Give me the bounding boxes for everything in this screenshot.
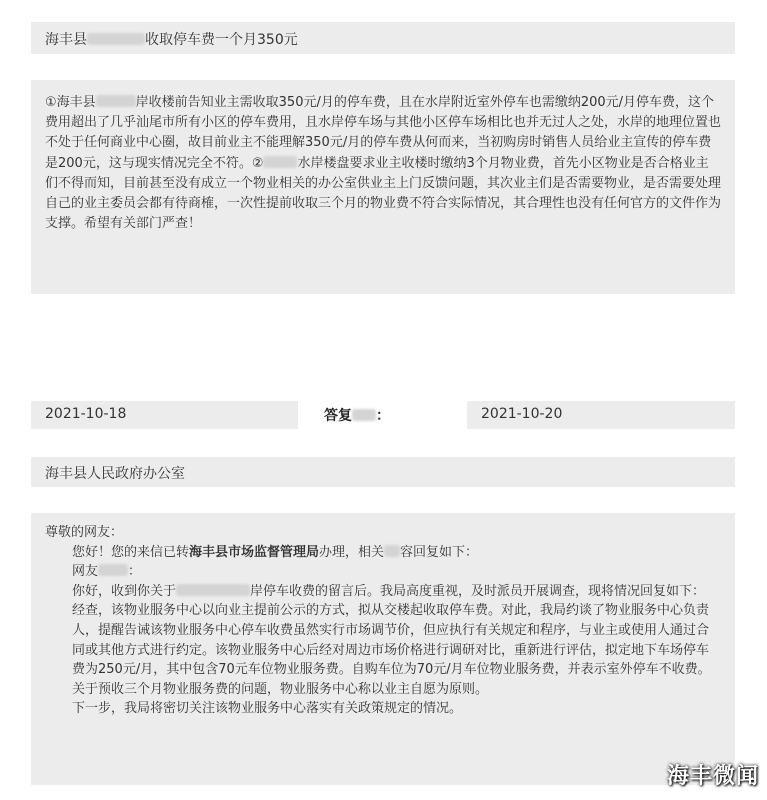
reply-greeting: 尊敬的网友： [45,525,124,540]
content-part-3: 水岸楼盘要求业主收楼时缴纳3个月物业费，首先小区物业是否合格业主们不得而知，目前甚至没有成立一个物业相关的办公室供业主上门反馈问题，其次业主们是否需要物业，是否需要处理自己的业主委员会都有待商榷，一次性提前收取三个月的物业费不符合实际情况，其合理性也没有任何官方的文件作为支撑。希望有关部门严查！ [45,155,722,232]
reply-line-1-prefix: 您好！您的来信已转 [72,544,190,560]
reply-line-2-prefix: 网友 [72,564,99,580]
reply-line-3 [45,582,721,602]
title-suffix: 收取停车费一个月350元 [145,32,298,48]
message-content [31,80,735,294]
reply-line-4: 经查，该物业服务中心以向业主提前公示的方式，拟从交楼起收取停车费。对此，我局约谈了物业服务中心负责人，提醒告诫该物业服务中心停车收费虽然实行市场调节价，但应执行有关规定和程序，与业主或使用人通过合同或其他方式进行约定。该物业服务中心后经对周边市场价格进行调研对比，重新进行评估，拟定地下车场停车费为250元/月，其中包含70元车位物业服务费。自购车位为70元/月车位物业服务费，并表示室外停车不收费。关于预收三个月物业服务费的问题，物业服务中心称以业主自愿为原则。 [72,603,711,697]
reply-line-2-suffix: ： [128,564,142,580]
reply-line-2 [45,562,721,582]
redacted-text [384,545,400,557]
redacted-text [263,156,297,168]
watermark-logo: 海丰微闻 [666,764,759,789]
redacted-text [176,584,250,596]
redacted-text [87,33,145,45]
redacted-text [96,95,136,107]
reply-line-1-suffix: 容回复如下： [400,544,479,560]
reply-line-1 [45,543,721,563]
content-part-2: 岸收楼前告知业主需收取350元/月的停车费，且在水岸附近室外停车也需缴纳200元/月停车费，这个费用超出了几乎汕尾市所有小区的停车费用，且水岸停车场与其他小区停车场相比也并无过人之处，水岸的地理位置也不处于任何商业中心圈，故目前业主不能理解350元/月的停车费从何而来，当初购房时销售人员给业主宣传的停车费是200元，这与现实情况完全不符。② [45,95,722,171]
message-title [31,22,735,54]
reply-label-prefix: 答复 [324,408,352,424]
department-name: 海丰县人民政府办公室 [45,466,185,482]
reply-date-label [324,405,390,425]
reply-date: 2021-10-20 [481,406,563,422]
reply-line-3-suffix: 岸停车收费的留言后。我局高度重视，及时派员开展调查，现将情况回复如下： [250,583,706,599]
title-prefix: 海丰县 [45,32,87,48]
content-part-1: ①海丰县 [45,95,96,110]
reply-line-3-prefix: 你好，收到你关于 [72,583,177,599]
reply-line-1-mid: 办理，相关 [319,544,385,560]
submit-date: 2021-10-18 [45,406,127,422]
redacted-text [98,564,128,576]
reply-line-1-bold: 海丰县市场监督管理局 [189,544,320,560]
redacted-text [352,409,376,421]
reply-content [31,513,735,785]
submit-date-field [31,401,298,429]
reply-date-field [467,401,735,429]
reply-department [31,457,735,487]
reply-line-5: 下一步，我局将密切关注该物业服务中心落实有关政策规定的情况。 [72,701,463,717]
reply-label-suffix: ： [376,408,390,424]
